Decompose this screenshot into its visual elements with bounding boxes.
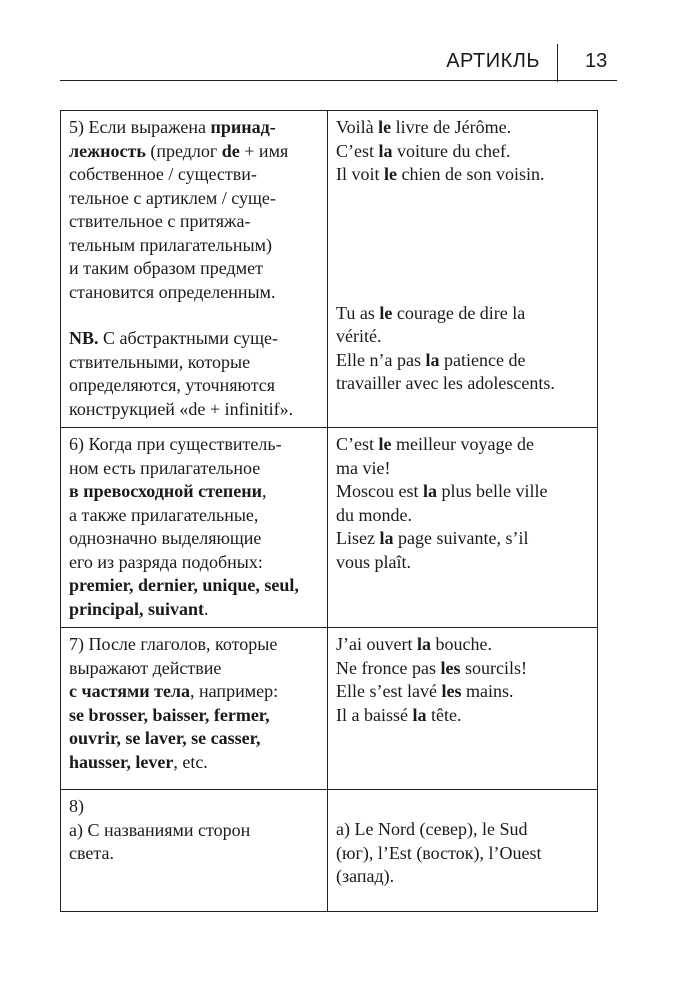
text-run: livre de Jérôme. (391, 117, 512, 137)
bold-term: NB. (69, 328, 99, 348)
example-cell (328, 628, 598, 790)
bold-term: les (441, 681, 462, 701)
bold-term: принад- (210, 117, 276, 137)
example-cell (328, 790, 598, 912)
text-run: 6) Когда при существитель- (69, 434, 282, 454)
text-run: J’ai ouvert (336, 634, 417, 654)
text-run: становится определенным. (69, 281, 276, 302)
text-run: , etc. (173, 751, 208, 772)
text-run: vous plaît. (336, 551, 411, 572)
text-run: , например: (190, 681, 279, 701)
text-run: а также прилагательные, (69, 504, 259, 525)
text-run: plus belle ville (437, 481, 548, 501)
text-run: а) С названиями сторон (69, 819, 251, 840)
text-run: тельное с артиклем / суще- (69, 187, 276, 208)
bold-term: premier, dernier, unique, seul, (69, 575, 299, 595)
rule-cell (61, 628, 328, 790)
text-run: выражают действие (69, 657, 222, 678)
text-run: C’est (336, 140, 379, 161)
bold-term: le (378, 434, 392, 454)
rule-cell (61, 428, 328, 628)
text-run: mains. (461, 681, 514, 701)
example-text (336, 818, 589, 889)
bold-term: le (379, 302, 393, 323)
page-number: 13 (585, 50, 608, 72)
text-run: . (204, 598, 209, 619)
bold-term: principal, suivant (69, 598, 205, 619)
text-run: page suivante, s’il (393, 528, 529, 548)
bold-term: de (221, 140, 240, 161)
table-row (61, 111, 598, 428)
bold-term: в превосходной степени (69, 481, 263, 501)
header-rule (60, 80, 617, 81)
grammar-table (60, 110, 598, 912)
text-run: vérité. (336, 326, 382, 346)
text-run: (предлог (145, 140, 222, 161)
bold-term: la (378, 140, 393, 161)
example-text (336, 633, 589, 727)
example-text (336, 116, 589, 187)
bold-term: se brosser, baisser, fermer, (69, 704, 270, 725)
example-text (336, 433, 589, 574)
table-row (61, 628, 598, 790)
header-separator (557, 44, 558, 82)
bold-term: ouvrir, se laver, se casser, (69, 728, 261, 748)
bold-term: la (412, 704, 427, 725)
bold-term: la (416, 634, 431, 654)
text-run: sourcils! (460, 657, 527, 678)
text-run: 7) После глаголов, которые (69, 634, 278, 654)
example-cell (328, 428, 598, 628)
text-run: конструкцией «de + infinitif». (69, 398, 294, 419)
bold-term: la (379, 528, 394, 548)
text-run: a) Le Nord (север), le Sud (336, 819, 528, 839)
text-run: (запад). (336, 866, 395, 886)
table-row (61, 790, 598, 912)
text-run: du monde. (336, 504, 412, 525)
rule-note (69, 327, 319, 421)
rule-text (69, 116, 319, 304)
text-run: + имя (239, 140, 289, 161)
bold-term: les (440, 657, 461, 678)
bold-term: le (384, 164, 397, 184)
text-run: света. (69, 843, 114, 863)
text-run: Elle n’a pas (336, 349, 426, 370)
bold-term: le (378, 117, 392, 137)
text-run: courage de dire la (392, 302, 526, 323)
text-run: meilleur voyage de (391, 434, 534, 454)
text-run: тельным прилагательным) (69, 234, 272, 255)
text-run: (юг), l’Est (восток), l’Ouest (336, 842, 542, 863)
text-run: ствительное с притяжа- (69, 211, 251, 231)
bold-term: la (425, 349, 440, 370)
rule-cell (61, 111, 328, 428)
text-run: Lisez (336, 528, 380, 548)
text-run: ствительными, которые (69, 351, 251, 372)
text-run: Il a baissé (336, 704, 413, 725)
bold-term: la (423, 481, 438, 501)
text-run: и таким образом предмет (69, 258, 263, 278)
text-run: tête. (426, 704, 462, 725)
bold-term: с частями тела (69, 681, 191, 701)
text-run: С абстрактными суще- (98, 328, 278, 348)
text-run: Il voit (336, 164, 384, 184)
text-run: 8) (69, 796, 84, 816)
text-run: Tu as (336, 302, 380, 323)
text-run: travailler avec les adolescents. (336, 373, 555, 393)
text-run: patience de (439, 349, 526, 370)
table-row (61, 428, 598, 628)
text-run: , (262, 481, 267, 501)
text-run: собственное / существи- (69, 164, 257, 184)
example-cell (328, 111, 598, 428)
rule-cell (61, 790, 328, 912)
text-run: ном есть прилагательное (69, 457, 261, 478)
text-run: Moscou est (336, 481, 423, 501)
rule-text (69, 795, 319, 866)
text-run: Elle s’est lavé (336, 681, 442, 701)
text-run: его из разряда подобных: (69, 551, 263, 572)
text-run: Ne fronce pas (336, 657, 441, 678)
section-title: АРТИКЛЬ (446, 50, 540, 72)
rule-text (69, 633, 319, 774)
text-run: 5) Если выражена (69, 117, 211, 137)
bold-term: hausser, lever (69, 751, 174, 772)
bold-term: лежность (69, 140, 146, 161)
example-note-text (336, 302, 589, 396)
text-run: chien de son voisin. (397, 164, 545, 184)
text-run: однозначно выделяющие (69, 528, 262, 548)
text-run: ma vie! (336, 457, 391, 478)
text-run: bouche. (431, 634, 492, 654)
text-run: Voilà (336, 117, 379, 137)
rule-text (69, 433, 319, 621)
text-run: определяются, уточняются (69, 375, 276, 395)
text-run: C’est (336, 434, 379, 454)
text-run: voiture du chef. (392, 140, 511, 161)
